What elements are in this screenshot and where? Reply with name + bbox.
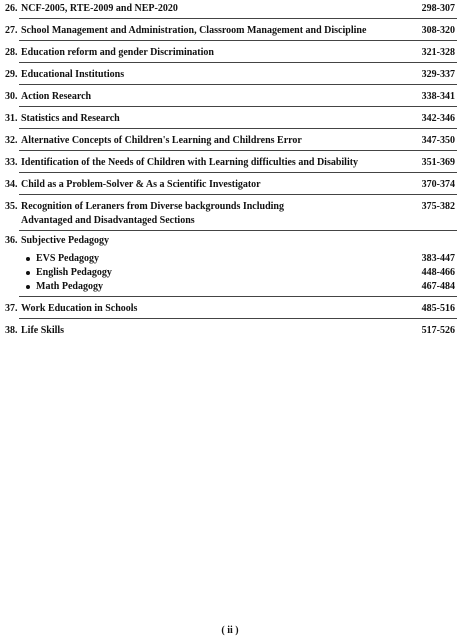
subentry-title: Math Pedagogy (36, 281, 103, 292)
bullet-icon (26, 271, 30, 275)
entry-pages: 370-374 (421, 179, 455, 190)
entry-pages: 347-350 (421, 135, 455, 146)
entry-pages: 517-526 (421, 325, 455, 336)
entry-number: 31. (5, 113, 18, 124)
page-number: ( ii ) (221, 625, 239, 636)
entry-number: 37. (5, 303, 18, 314)
entry-title: Recognition of Leraners from Diverse backgrounds Including (21, 201, 284, 212)
divider (19, 84, 457, 85)
entry-number: 27. (5, 25, 18, 36)
subentry-title: EVS Pedagogy (36, 253, 100, 264)
entry-pages: 321-328 (421, 47, 455, 58)
entry-title: Life Skills (21, 325, 65, 336)
entry-pages: 298-307 (421, 3, 455, 14)
entry-title: Subjective Pedagogy (21, 235, 110, 246)
divider (19, 106, 457, 107)
entry-number: 38. (5, 325, 18, 336)
entry-title: Education reform and gender Discrimination (21, 47, 214, 58)
entry-title: Action Research (21, 91, 92, 102)
divider (19, 62, 457, 63)
subentry-pages: 448-466 (421, 267, 455, 278)
entry-title: Statistics and Research (21, 113, 120, 124)
divider (19, 194, 457, 195)
entry-pages: 485-516 (421, 303, 455, 314)
divider (19, 296, 457, 297)
divider (19, 172, 457, 173)
divider (19, 18, 457, 19)
entry-pages: 308-320 (421, 25, 455, 36)
entry-title: Work Education in Schools (21, 303, 138, 314)
divider (19, 230, 457, 231)
entry-pages: 351-369 (421, 157, 455, 168)
entry-number: 34. (5, 179, 18, 190)
entry-pages: 329-337 (421, 69, 455, 80)
entry-number: 30. (5, 91, 18, 102)
divider (19, 40, 457, 41)
divider (19, 150, 457, 151)
entry-number: 29. (5, 69, 18, 80)
entry-title: NCF-2005, RTE-2009 and NEP-2020 (21, 3, 178, 14)
entry-number: 32. (5, 135, 18, 146)
divider (19, 128, 457, 129)
entry-number: 33. (5, 157, 18, 168)
entry-title: Alternative Concepts of Children's Learning and Childrens Error (21, 135, 302, 146)
bullet-icon (26, 257, 30, 261)
entry-pages: 375-382 (421, 201, 455, 212)
entry-pages: 338-341 (421, 91, 455, 102)
entry-title: Child as a Problem-Solver & As a Scientific Investigator (21, 179, 261, 190)
entry-title: School Management and Administration, Classroom Management and Discipline (21, 25, 367, 36)
entry-title-continued: Advantaged and Disadvantaged Sections (21, 215, 195, 226)
entry-number: 36. (5, 235, 18, 246)
entry-number: 26. (5, 3, 18, 14)
entry-number: 35. (5, 201, 18, 212)
entry-pages: 342-346 (421, 113, 455, 124)
entry-title: Educational Institutions (21, 69, 125, 80)
subentry-title: English Pedagogy (36, 267, 112, 278)
entry-number: 28. (5, 47, 18, 58)
bullet-icon (26, 285, 30, 289)
entry-title: Identification of the Needs of Children with Learning difficulties and Disability (21, 157, 359, 168)
subentry-pages: 383-447 (421, 253, 455, 264)
divider (19, 318, 457, 319)
subentry-pages: 467-484 (421, 281, 455, 292)
